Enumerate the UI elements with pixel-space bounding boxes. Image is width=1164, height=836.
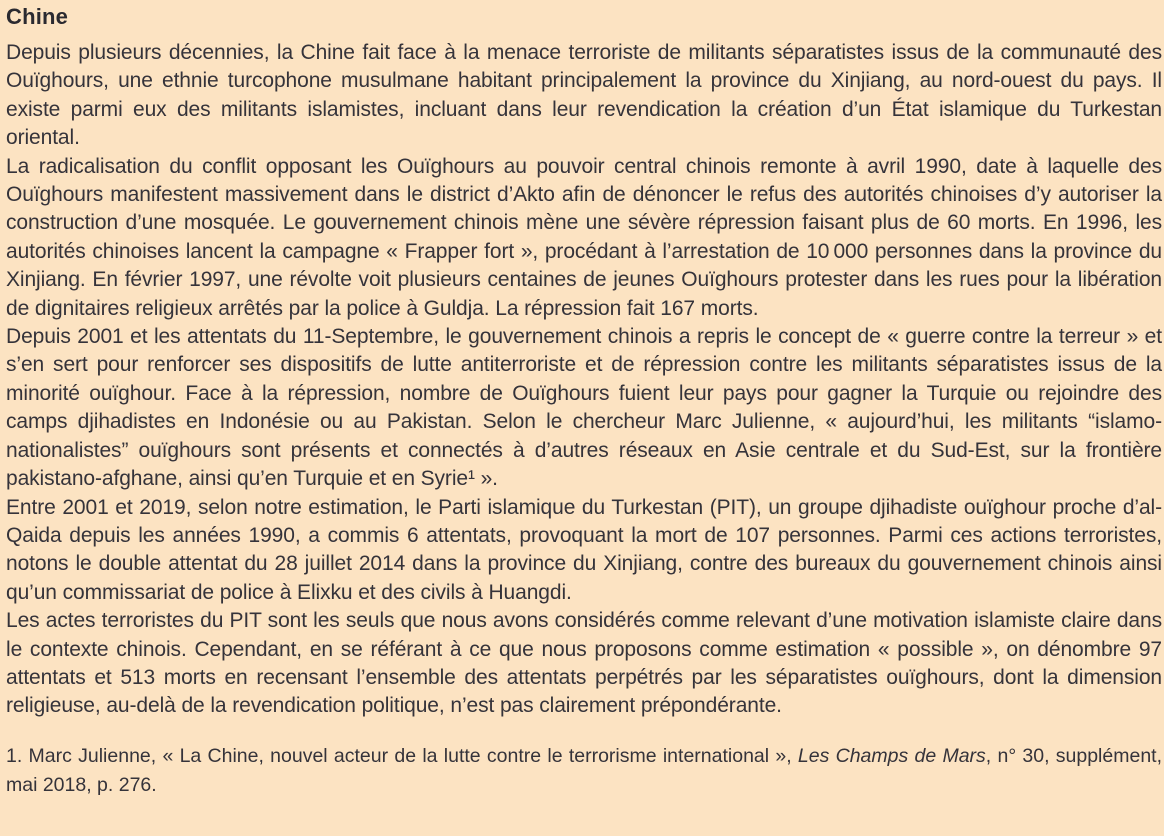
body-paragraph: Depuis plusieurs décennies, la Chine fait face à la menace terroriste de militants séparatistes issus de la communauté des Ouïghours, une ethnie turcophone musulmane habitant principalement la province du Xinjiang, au nord-ouest du pays. Il existe parmi eux des militants islamistes, incluant dans leur revendication la création d’un État islamique du Turkestan oriental. <box>6 41 1162 150</box>
body-text <box>6 39 1162 721</box>
footnote-text: 1. Marc Julienne, « La Chine, nouvel acteur de la lutte contre le terrorisme international », <box>6 744 798 767</box>
footnote-journal-title: Les Champs de Mars <box>797 744 986 767</box>
body-paragraph: Entre 2001 et 2019, selon notre estimation, le Parti islamique du Turkestan (PIT), un groupe djihadiste ouïghour proche d’al-Qaida depuis les années 1990, a commis 6 attentats, provoquant la mort de 107 personnes. Parmi ces actions terroristes, notons le double attentat du 28 juillet 2014 dans la province du Xinjiang, contre des bureaux du gouvernement chinois ainsi qu’un commissariat de police à Elixku et des civils à Huangdi. <box>6 495 1162 604</box>
body-paragraph: Depuis 2001 et les attentats du 11-Septembre, le gouvernement chinois a repris le concept de « guerre contre la terreur » et s’en sert pour renforcer ses dispositifs de lutte antiterroriste et de répression contre les militants séparatistes issus de la minorité ouïghour. Face à la répression, nombre de Ouïghours fuient leur pays pour gagner la Turquie ou rejoindre des camps djihadistes en Indonésie ou au Pakistan. Selon le chercheur Marc Julienne, « aujourd’hui, les militants “islamo-nationalistes” ouïghours sont présents et connectés à d’autres réseaux en Asie centrale et du Sud-Est, sur la frontière pakistano-afghane, ainsi qu’en Turquie et en Syrie¹ ». <box>6 325 1162 491</box>
body-paragraph: La radicalisation du conflit opposant les Ouïghours au pouvoir central chinois remonte à avril 1990, date à laquelle des Ouïghours manifestent massivement dans le district d’Akto afin de dénoncer le refus des autorités chinoises d’y autoriser la construction d’une mosquée. Le gouvernement chinois mène une sévère répression faisant plus de 60 morts. En 1996, les autorités chinoises lancent la campagne « Frapper fort », procédant à l’arrestation de 10 000 personnes dans la province du Xinjiang. En février 1997, une révolte voit plusieurs centaines de jeunes Ouïghours protester dans les rues pour la libération de dignitaires religieux arrêtés par la police à Guldja. La répression fait 167 morts. <box>6 154 1162 320</box>
footnote <box>6 742 1162 800</box>
footnote-text: , n° 30, supplément, mai 2018, p. 276. <box>6 744 1163 796</box>
body-paragraph: Les actes terroristes du PIT sont les seuls que nous avons considérés comme relevant d’une motivation islamiste claire dans le contexte chinois. Cependant, en se référant à ce que nous proposons comme estimation « possible », on dénombre 97 attentats et 513 morts en recensant l’ensemble des attentats perpétrés par les séparatistes ouïghours, dont la dimension religieuse, au-delà de la revendication politique, n’est pas clairement prépondérante. <box>6 609 1162 718</box>
page-title: Chine <box>6 4 69 29</box>
